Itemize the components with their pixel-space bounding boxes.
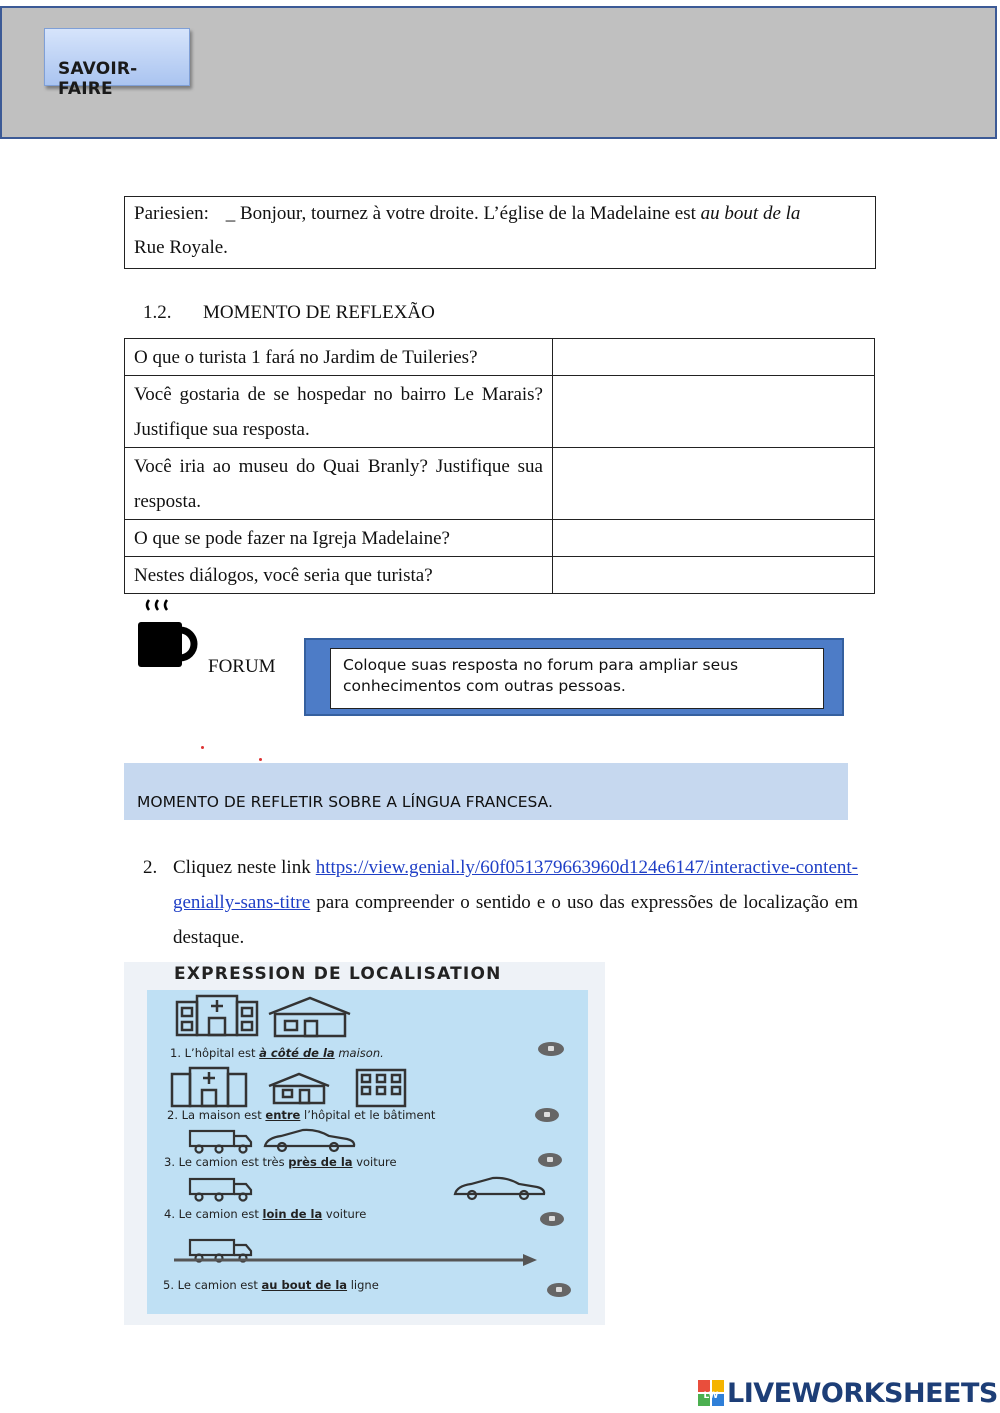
table-row xyxy=(125,376,875,448)
forum-label: FORUM xyxy=(208,656,276,677)
car-icon xyxy=(265,1130,354,1151)
infographic-line: 4. Le camion est loin de la voiture xyxy=(164,1207,367,1221)
savoir-faire-badge: SAVOIR-FAIRE xyxy=(44,28,190,86)
section-title-text: MOMENTO DE REFLEXÃO xyxy=(203,302,435,323)
liveworksheets-logo[interactable] xyxy=(698,1377,998,1409)
truck-icon xyxy=(190,1131,251,1153)
question-cell: O que o turista 1 fará no Jardim de Tuileries? xyxy=(125,339,553,376)
section-number: 1.2. xyxy=(143,302,172,323)
dialog-box xyxy=(124,196,876,269)
reflect-heading: MOMENTO DE REFLETIR SOBRE A LÍNGUA FRANCESA. xyxy=(137,793,553,811)
dialog-emphasis: au bout de la xyxy=(700,203,801,224)
questions-table xyxy=(124,338,875,594)
arrowhead-icon xyxy=(523,1254,537,1266)
answer-cell[interactable] xyxy=(553,376,875,448)
audio-button-icon xyxy=(535,1108,559,1122)
liveworksheets-mark-icon xyxy=(698,1380,724,1406)
audio-button-icon xyxy=(540,1212,564,1226)
decorative-dot xyxy=(201,746,204,749)
building-icon xyxy=(357,1070,405,1106)
table-row xyxy=(125,448,875,520)
location-expression: loin de la xyxy=(262,1207,323,1221)
instruction-after-link: para compreender o sentido e o uso das expressões de localização em destaque. xyxy=(173,892,858,948)
infographic-line: 1. L’hôpital est à côté de la maison. xyxy=(170,1046,384,1060)
instruction-before-link: Cliquez neste link xyxy=(173,857,311,878)
infographic-line: 5. Le camion est au bout de la ligne xyxy=(163,1278,379,1292)
audio-button-icon xyxy=(538,1153,562,1167)
location-expression: entre xyxy=(265,1108,301,1122)
reflect-band xyxy=(124,763,848,820)
infographic-panel xyxy=(147,990,588,1314)
coffee-mug-icon xyxy=(136,596,200,672)
instruction-number: 2. xyxy=(143,857,158,878)
question-cell: Você gostaria de se hospedar no bairro Le Marais? Justifique sua resposta. xyxy=(125,376,553,448)
forum-message: Coloque suas resposta no forum para ampliar seus conhecimentos com outras pessoas. xyxy=(330,648,824,709)
localisation-infographic xyxy=(124,962,605,1325)
decorative-dot xyxy=(259,758,262,761)
table-row xyxy=(125,339,875,376)
location-expression: à côté de la xyxy=(259,1046,335,1060)
question-cell: Nestes diálogos, você seria que turista? xyxy=(125,557,553,594)
truck-icon xyxy=(190,1240,251,1262)
house-icon xyxy=(269,1074,329,1103)
audio-button-icon xyxy=(538,1042,564,1056)
answer-cell[interactable] xyxy=(553,557,875,594)
location-expression: au bout de la xyxy=(261,1278,348,1292)
infographic-drawings xyxy=(147,990,588,1314)
question-cell: O que se pode fazer na Igreja Madelaine? xyxy=(125,520,553,557)
house-icon xyxy=(269,998,350,1036)
table-row xyxy=(125,520,875,557)
forum-callout xyxy=(304,638,844,716)
audio-button-icon xyxy=(547,1283,571,1297)
hospital-icon xyxy=(172,1068,246,1106)
car-icon xyxy=(455,1178,544,1199)
svg-text:LW: LW xyxy=(703,1391,719,1401)
dialog-text: _ Bonjour, tournez à votre droite. L’église de la Madelaine est xyxy=(225,203,696,224)
question-cell: Você iria ao museu do Quai Branly? Justifique sua resposta. xyxy=(125,448,553,520)
logo-text: LIVEWORKSHEETS xyxy=(727,1377,998,1409)
genially-link[interactable]: https://view.genial.ly/60f051379663960d124e6147/interactive-content-genially-sans-titre xyxy=(173,857,858,913)
answer-cell[interactable] xyxy=(553,339,875,376)
table-row xyxy=(125,557,875,594)
infographic-line: 3. Le camion est très près de la voiture xyxy=(164,1155,397,1169)
truck-icon xyxy=(190,1179,251,1201)
answer-cell[interactable] xyxy=(553,448,875,520)
infographic-title: EXPRESSION DE LOCALISATION xyxy=(174,964,502,984)
infographic-line: 2. La maison est entre l’hôpital et le bâtiment xyxy=(167,1108,436,1122)
location-expression: près de la xyxy=(288,1155,353,1169)
section-title xyxy=(143,302,435,324)
instruction-paragraph xyxy=(143,850,858,955)
dialog-speaker: Pariesien: xyxy=(134,203,209,224)
dialog-continuation: Rue Royale. xyxy=(134,237,228,258)
answer-cell[interactable] xyxy=(553,520,875,557)
hospital-icon xyxy=(177,996,257,1035)
